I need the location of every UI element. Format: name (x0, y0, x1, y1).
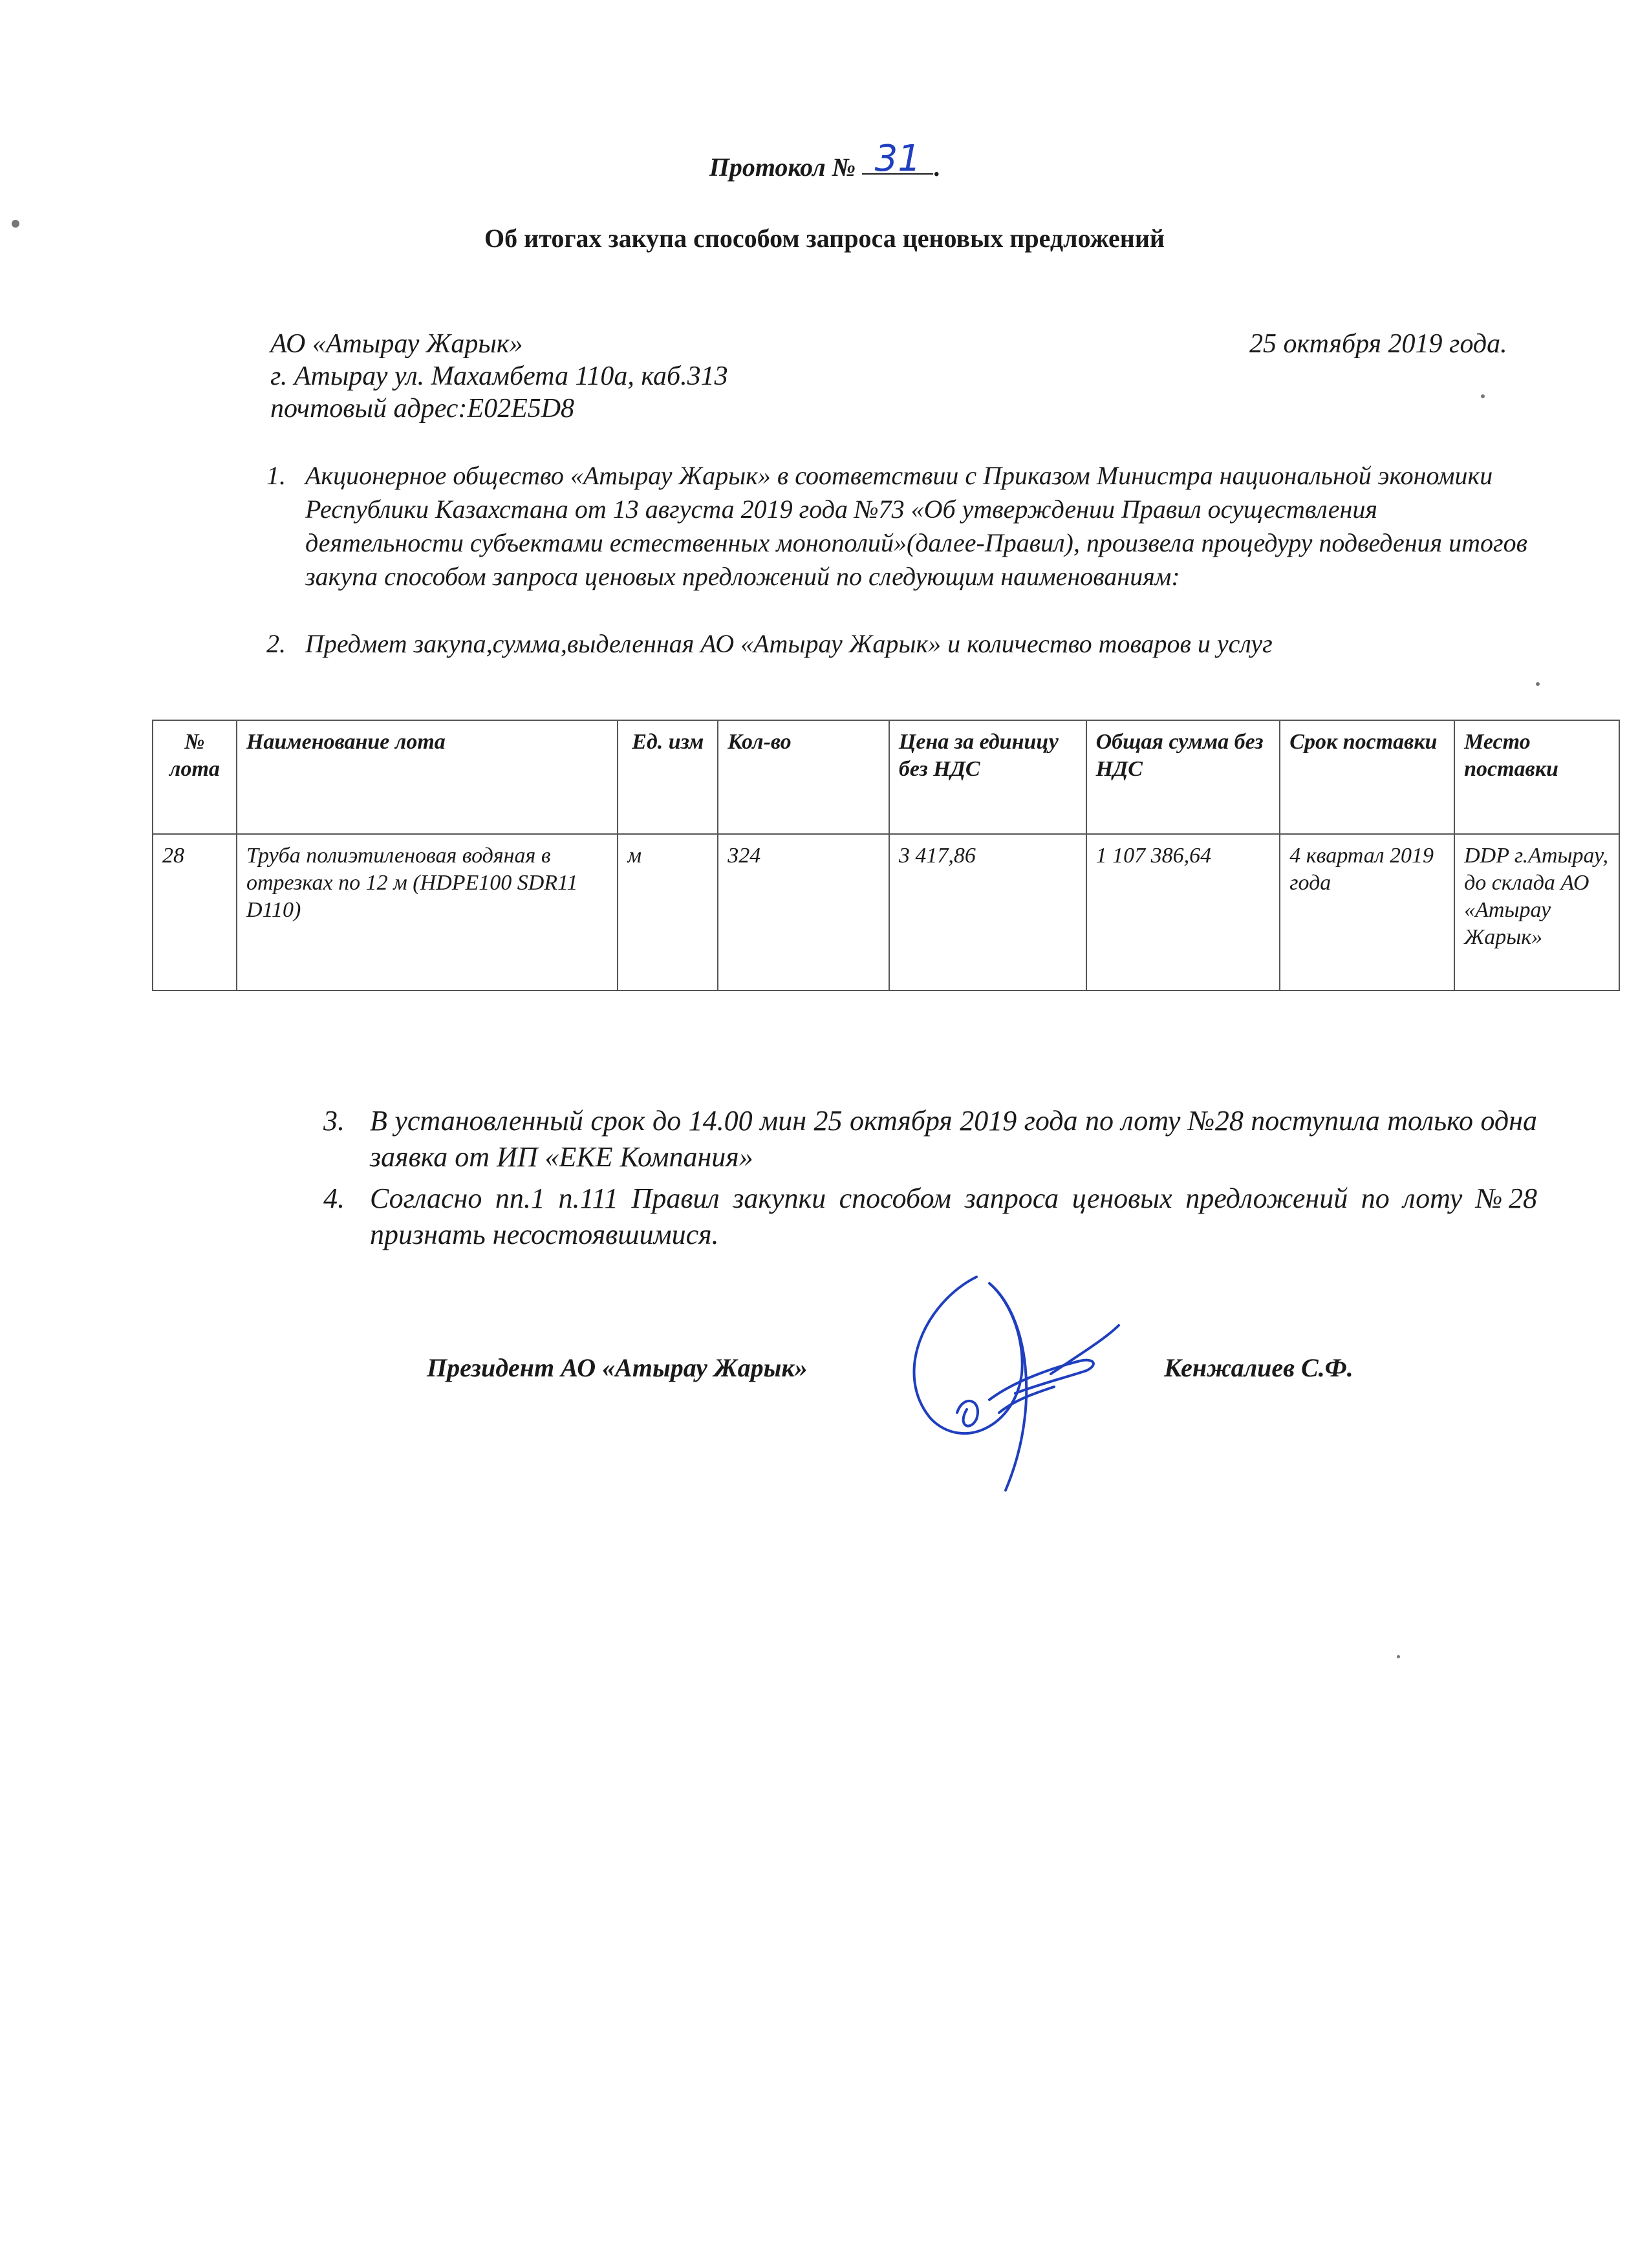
signer-name: Кенжалиев С.Ф. (1164, 1353, 1353, 1382)
scan-speck (12, 220, 19, 228)
paragraph-text: Предмет закупа,сумма,выделенная АО «Атырау Жарык» и количество товаров и услуг (305, 629, 1273, 658)
paragraph-text: Согласно пп.1 п.111 Правил закупки способом запроса ценовых предложений по лоту №28 признать несостоявшимися. (370, 1182, 1537, 1250)
cell-total-sum: 1 107 386,64 (1086, 834, 1280, 990)
cell-unit-price: 3 417,86 (889, 834, 1086, 990)
cell-lot-name: Труба полиэтиленовая водяная в отрезках по 12 м (HDPE100 SDR11 D110) (237, 834, 618, 990)
paragraph-text: Акционерное общество «Атырау Жарык» в соответствии с Приказом Министра национальной экономики Республики Казахстана от 13 августа 2019 года №73 «Об утверждении Правил осуществления деятельности субъектами естественных монополий»(далее-Правил), произвела процедуру подведения итогов закупа способом запроса ценовых предложений по следующим наименованиям: (305, 461, 1527, 591)
paragraph-3 (323, 1103, 1537, 1175)
signer-title: Президент АО «Атырау Жарык» (427, 1353, 808, 1382)
col-header-lot-number: № лота (153, 720, 237, 834)
scan-speck (1481, 394, 1485, 398)
postal-address: почтовый адрес:Е02Е5D8 (270, 394, 575, 423)
cell-delivery-place: DDP г.Атырау, до склада АО «Атырау Жарык» (1454, 834, 1619, 990)
protocol-label: Протокол № (709, 153, 856, 182)
protocol-number-handwritten: 31 (862, 145, 933, 175)
col-header-total-sum: Общая сумма без НДС (1086, 720, 1280, 834)
cell-lot-number: 28 (153, 834, 237, 990)
company-address: г. Атырау ул. Махамбета 110а, каб.313 (270, 361, 728, 391)
paragraph-2 (266, 627, 1534, 661)
scan-speck (1536, 682, 1540, 686)
paragraph-text: В установленный срок до 14.00 мин 25 октября 2019 года по лоту №28 поступила только одна заявка от ИП «ЕКЕ Компания» (370, 1105, 1537, 1173)
col-header-quantity: Кол-во (718, 720, 889, 834)
col-header-delivery-place: Место поставки (1454, 720, 1619, 834)
scan-speck (1397, 1655, 1400, 1658)
protocol-title (0, 138, 1649, 182)
col-header-delivery-term: Срок поставки (1280, 720, 1454, 834)
paragraph-number: 2. (266, 629, 286, 658)
cell-delivery-term: 4 квартал 2019 года (1280, 834, 1454, 990)
table-row (153, 834, 1619, 990)
table-header-row (153, 720, 1619, 834)
col-header-unit-price: Цена за единицу без НДС (889, 720, 1086, 834)
col-header-unit: Ед. изм (618, 720, 718, 834)
paragraph-1 (266, 459, 1534, 594)
protocol-suffix: . (933, 153, 940, 182)
paragraph-4 (323, 1181, 1537, 1253)
handwritten-signature (886, 1264, 1170, 1503)
document-date: 25 октября 2019 года. (1249, 329, 1507, 359)
col-header-lot-name: Наименование лота (237, 720, 618, 834)
paragraph-number: 4. (323, 1182, 345, 1214)
paragraph-number: 3. (323, 1105, 345, 1137)
lot-table (152, 720, 1620, 991)
cell-unit: м (618, 834, 718, 990)
company-name: АО «Атырау Жарык» (270, 329, 523, 359)
document-subtitle: Об итогах закупа способом запроса ценовых предложений (484, 224, 1165, 253)
paragraph-number: 1. (266, 461, 286, 490)
cell-quantity: 324 (718, 834, 889, 990)
